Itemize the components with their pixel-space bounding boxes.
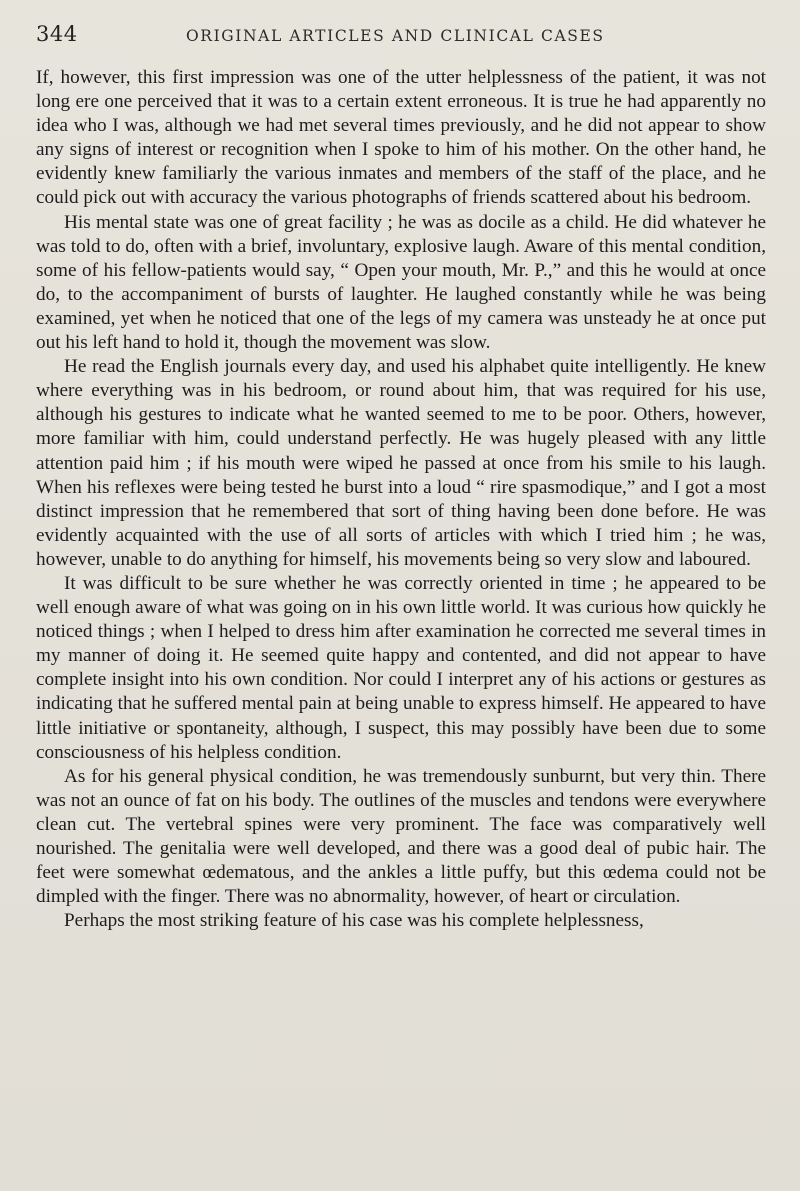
paragraph-reading: He read the English journals every day, and used his alphabet quite intelligently. He knew where everything was in his bedroom, or round about him, that was required for his use, although his gestures to indicate what he wanted seemed to me to be poor. Others, however, more familiar with him, could understand perfectly. He was hugely pleased with any little attention paid him ; if his mouth were wiped he passed at once from his smile to his laugh. When his reflexes were being tested he burst into a loud “ rire spasmodique,” and I got a most distinct impression that he remembered that sort of thing having been done before. He was evidently acquainted with the use of all sorts of articles with which I tried him ; he was, however, unable to do anything for himself, his movements being so very slow and laboured. bbox=[36, 356, 766, 570]
paragraph-mental-state: His mental state was one of great facility ; he was as docile as a child. He did whatever he was told to do, often with a brief, involuntary, explosive laugh. Aware of this mental condition, some of his fellow-patients would say, “ Open your mouth, Mr. P.,” and this he would at once do, to the accompaniment of bursts of laughter. He laughed constantly while he was being examined, yet when he noticed that one of the legs of my camera was unsteady he at once put out his left hand to hold it, though the movement was slow. bbox=[36, 211, 766, 354]
paragraph-orientation: It was difficult to be sure whether he was correctly oriented in time ; he appeared to be well enough aware of what was going on in his own little world. It was curious how quickly he noticed things ; when I helped to dress him after examination he corrected me several times in my manner of doing it. He seemed quite happy and contented, and did not appear to have complete insight into his own condition. Nor could I interpret any of his actions or gestures as indicating that he suffered mental pain at being unable to express himself. He appeared to have little initiative or spontaneity, although, I suspect, this may possibly have been due to some consciousness of his helpless condition. bbox=[36, 572, 766, 763]
paragraph-helplessness: Perhaps the most striking feature of his case was his complete helplessness, bbox=[64, 910, 644, 932]
paragraph-physical-condition: As for his general physical condition, he was tremendously sunburnt, but very thin. There was not an ounce of fat on his body. The outlines of the muscles and tendons were everywhere clean cut. The vertebral spines were very prominent. The face was comparatively well nourished. The genitalia were well developed, and there was a good deal of pubic hair. The feet were somewhat œdematous, and the ankles a little puffy, but this œdema could not be dimpled with the finger. There was no abnormality, however, of heart or circulation. bbox=[36, 765, 766, 908]
page-number: 344 bbox=[36, 22, 78, 46]
running-head bbox=[36, 22, 766, 46]
running-title: ORIGINAL ARTICLES AND CLINICAL CASES bbox=[186, 27, 605, 45]
article-body bbox=[36, 66, 766, 933]
paragraph-continuation: If, however, this first impression was one of the utter helplessness of the patient, it was not long ere one perceived that it was to a certain extent erroneous. It is true he had apparently no idea who I was, although we had met several times previously, and he did not appear to show any signs of interest or recognition when I spoke to him of his mother. On the other hand, he evidently knew familiarly the various inmates and members of the staff of the place, and he could pick out with accuracy the various photographs of friends scattered about his bedroom. bbox=[36, 67, 766, 209]
